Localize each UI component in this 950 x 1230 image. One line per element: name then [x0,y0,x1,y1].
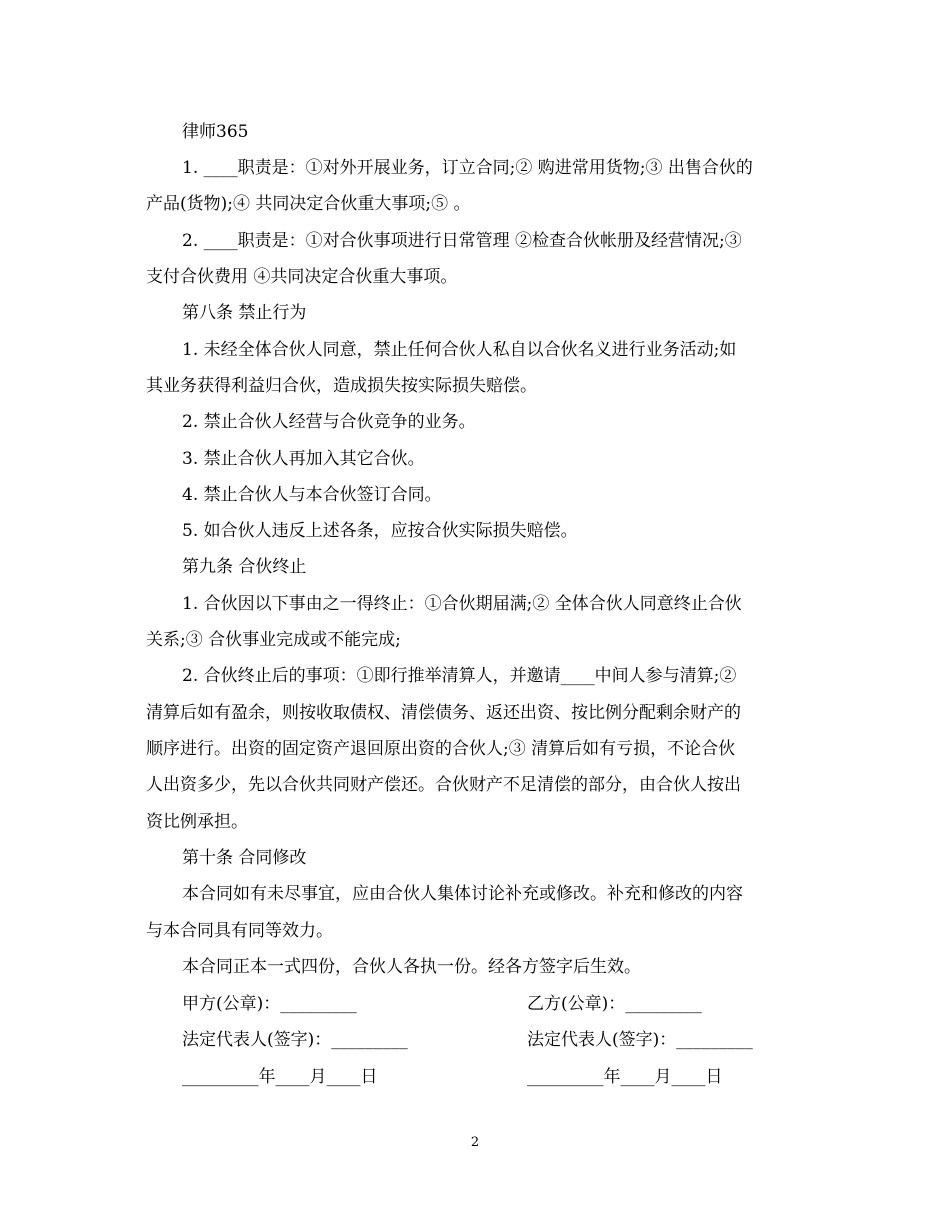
signature-rep-b: 法定代表人(签字)：_________ [527,1030,753,1050]
article-heading: 第八条 禁止行为 [182,303,307,323]
paragraph-line: 2. ____职责是：①对合伙事项进行日常管理 ②检查合伙帐册及经营情况;③ [182,231,742,251]
paragraph-line: 5. 如合伙人违反上述各条，应按合伙实际损失赔偿。 [182,521,578,541]
paragraph-line: 关系;③ 合伙事业完成或不能完成; [146,630,401,650]
paragraph-line: 本合同正本一式四份，合伙人各执一份。经各方签字后生效。 [182,957,641,977]
page-number: 2 [470,1135,480,1150]
paragraph-line: 1. 未经全体合伙人同意，禁止任何合伙人私自以合伙名义进行业务活动;如 [182,340,737,360]
signature-rep-a: 法定代表人(签字)：_________ [182,1030,408,1050]
signature-date-b: _________年____月____日 [527,1067,723,1087]
signature-party-b: 乙方(公章)：_________ [527,994,702,1014]
paragraph-line: 1. 合伙因以下事由之一得终止：①合伙期届满;② 全体合伙人同意终止合伙 [182,594,742,614]
paragraph-line: 2. 禁止合伙人经营与合伙竞争的业务。 [182,412,476,432]
document-header: 律师365 [182,122,249,142]
paragraph-line: 2. 合伙终止后的事项：①即行推举清算人，并邀请____中间人参与清算;② [182,666,737,686]
paragraph-line: 3. 禁止合伙人再加入其它合伙。 [182,449,425,469]
paragraph-line: 清算后如有盈余，则按收取债权、清偿债务、返还出资、按比例分配剩余财产的 [146,703,741,723]
paragraph-line: 与本合同具有同等效力。 [146,921,333,941]
paragraph-line: 资比例承担。 [146,812,248,832]
paragraph-line: 顺序进行。出资的固定资产退回原出资的合伙人;③ 清算后如有亏损，不论合伙 [146,739,736,759]
signature-party-a: 甲方(公章)：_________ [182,994,357,1014]
paragraph-line: 本合同如有未尽事宜，应由合伙人集体讨论补充或修改。补充和修改的内容 [182,884,743,904]
paragraph-line: 产品(货物);④ 共同决定合伙重大事项;⑤ 。 [146,194,471,214]
paragraph-line: 其业务获得利益归合伙，造成损失按实际损失赔偿。 [146,376,537,396]
paragraph-line: 支付合伙费用 ④共同决定合伙重大事项。 [146,267,458,287]
signature-date-a: _________年____月____日 [182,1067,378,1087]
paragraph-line: 4. 禁止合伙人与本合伙签订合同。 [182,485,442,505]
paragraph-line: 人出资多少，先以合伙共同财产偿还。合伙财产不足清偿的部分，由合伙人按出 [146,775,741,795]
paragraph-line: 1. ____职责是：①对外开展业务，订立合同;② 购进常用货物;③ 出售合伙的 [182,158,753,178]
article-heading: 第九条 合伙终止 [182,557,307,577]
article-heading: 第十条 合同修改 [182,848,307,868]
